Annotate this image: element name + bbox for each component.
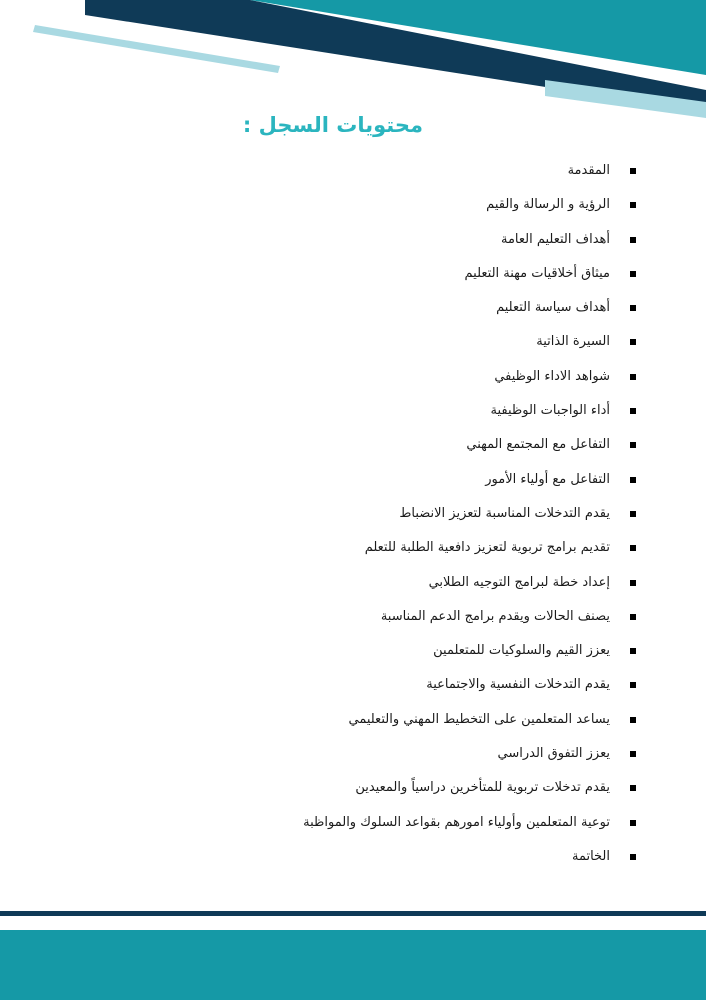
list-item-label: الرؤية و الرسالة والقيم (486, 197, 610, 213)
list-item-label: يقدم التدخلات النفسية والاجتماعية (426, 677, 610, 693)
list-item-label: المقدمة (567, 163, 610, 178)
list-item-label: يساعد المتعلمين على التخطيط المهني والتعليمي (348, 711, 610, 727)
list-item-label: التفاعل مع أولياء الأمور (485, 471, 610, 487)
contents-list (303, 154, 636, 874)
bullet-square-icon (630, 682, 636, 688)
list-item-label: شواهد الاداء الوظيفي (494, 368, 610, 384)
bullet-square-icon (630, 580, 636, 586)
bullet-square-icon (630, 374, 636, 380)
list-item-label: إعداد خطة لبرامج التوجيه الطلابي (428, 574, 610, 590)
page-title: محتويات السجل : (242, 113, 423, 137)
list-item-label: يعزز القيم والسلوكيات للمتعلمين (433, 643, 610, 659)
list-item (303, 703, 636, 737)
list-item (303, 394, 636, 428)
list-item-label: أهداف التعليم العامة (500, 231, 610, 247)
bullet-square-icon (630, 477, 636, 483)
list-item (303, 325, 636, 359)
list-item-label: التفاعل مع المجتمع المهني (466, 437, 610, 453)
list-item-label: يعزز التفوق الدراسي (497, 746, 610, 762)
list-item (303, 771, 636, 805)
list-item-label: يقدم تدخلات تربوية للمتأخرين دراسياً والمعيدين (355, 780, 610, 796)
footer-band (0, 930, 706, 1000)
bullet-square-icon (630, 648, 636, 654)
bullet-square-icon (630, 717, 636, 723)
list-item (303, 154, 636, 188)
bullet-square-icon (630, 545, 636, 551)
bullet-square-icon (630, 168, 636, 174)
list-item-label: أهداف سياسة التعليم (496, 300, 610, 316)
bullet-square-icon (630, 751, 636, 757)
list-item-label: السيرة الذاتية (536, 334, 610, 350)
bullet-square-icon (630, 271, 636, 277)
list-item (303, 463, 636, 497)
list-item (303, 531, 636, 565)
list-item (303, 428, 636, 462)
bullet-square-icon (630, 785, 636, 791)
list-item (303, 188, 636, 222)
bullet-square-icon (630, 511, 636, 517)
list-item (303, 497, 636, 531)
bullet-square-icon (630, 339, 636, 345)
list-item-label: أداء الواجبات الوظيفية (490, 403, 610, 419)
list-item-label: ميثاق أخلاقيات مهنة التعليم (464, 265, 610, 281)
list-item (303, 600, 636, 634)
list-item (303, 737, 636, 771)
list-item-label: توعية المتعلمين وأولياء امورهم بقواعد السلوك والمواظبة (303, 814, 610, 830)
list-item-label: تقديم برامج تربوية لتعزيز دافعية الطلبة للتعلم (364, 540, 610, 556)
list-item (303, 566, 636, 600)
list-item (303, 634, 636, 668)
list-item (303, 840, 636, 874)
bullet-square-icon (630, 237, 636, 243)
list-item (303, 223, 636, 257)
list-item (303, 291, 636, 325)
bullet-square-icon (630, 305, 636, 311)
bullet-square-icon (630, 854, 636, 860)
list-item-label: يصنف الحالات ويقدم برامج الدعم المناسبة (380, 608, 610, 624)
list-item (303, 806, 636, 840)
list-item (303, 360, 636, 394)
footer-divider (0, 911, 706, 916)
bullet-square-icon (630, 202, 636, 208)
list-item-label: يقدم التدخلات المناسبة لتعزيز الانضباط (399, 505, 610, 521)
list-item (303, 257, 636, 291)
bullet-square-icon (630, 442, 636, 448)
bullet-square-icon (630, 408, 636, 414)
list-item-label: الخاتمة (571, 848, 610, 864)
header-decoration (0, 0, 706, 130)
bullet-square-icon (630, 820, 636, 826)
list-item (303, 668, 636, 702)
bullet-square-icon (630, 614, 636, 620)
